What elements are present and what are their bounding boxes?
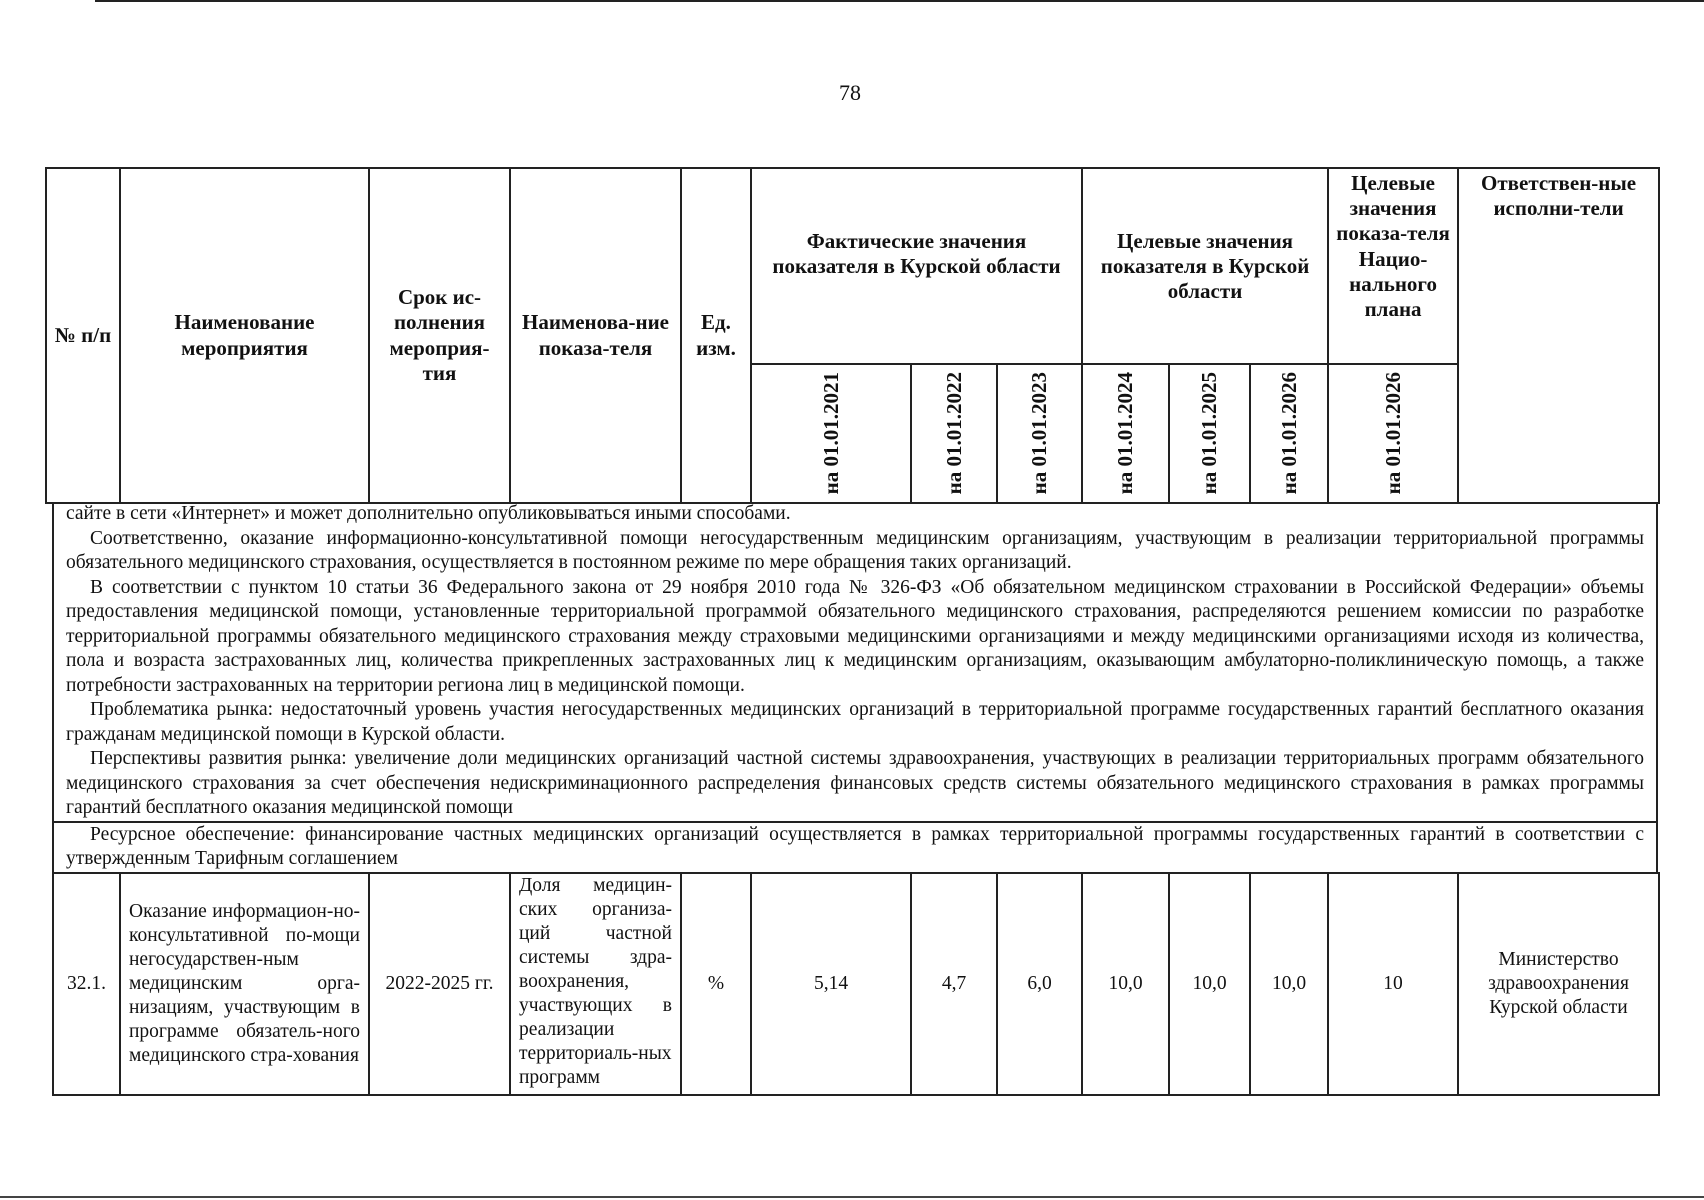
bottom-scan-border (0, 1196, 1704, 1198)
row-num: 32.1. (53, 873, 120, 1095)
header-date-2022: на 01.01.2022 (911, 364, 997, 503)
row-unit: % (681, 873, 751, 1095)
paragraph-prospects: Перспективы развития рынка: увеличение доли медицинских организаций частной системы здравоохранения, участвующих в реализации территориальных программ обязательного медицинского страхования за счет обеспечения недискриминационного распределения финансовых средств системы обязательного медицинского страхования в рамках программы гарантий бесплатного оказания медицинской помощи (66, 748, 1644, 818)
header-date-2021: на 01.01.2021 (751, 364, 911, 503)
header-col-term: Срок ис-полнения мероприя-тия (369, 168, 510, 503)
header-col-responsible: Ответствен-ные исполни-тели (1458, 168, 1659, 503)
row-value-2025: 10,0 (1169, 873, 1250, 1095)
header-date-2023: на 01.01.2023 (997, 364, 1082, 503)
description-block (52, 502, 1658, 821)
row-name: Оказание информацион-но-консультативной по-мощи негосударствен-ным медицинским орга-низациям, участвующим в программе обязатель-ного медицинского стра-хования (120, 873, 369, 1095)
header-group-national: Целевые значения показа-теля Нацио-нального плана (1328, 168, 1458, 364)
row-value-2022: 4,7 (911, 873, 997, 1095)
header-col-indicator: Наименова-ние показа-теля (510, 168, 681, 503)
header-col-num: № п/п (46, 168, 120, 503)
header-group-actual: Фактические значения показателя в Курской области (751, 168, 1082, 364)
table-row (53, 873, 1659, 1095)
row-responsible: Министерство здравоохранения Курской области (1458, 873, 1659, 1095)
paragraph-law: В соответствии с пунктом 10 статьи 36 Федерального закона от 29 ноября 2010 года № 326-ФЗ «Об обязательном медицинском страховании в Российской Федерации» объемы предоставления медицинской помощи, установленные территориальной программой обязательного медицинского страхования, распределяются решением комиссии по разработке территориальной программы обязательного медицинского страхования между страховыми медицинскими организациями и между медицинскими организациями исходя из количества, пола и возраста застрахованных лиц, количества прикрепленных застрахованных лиц к медицинским организациям, оказывающим амбулаторно-поликлиническую помощь, а также потребности застрахованных на территории региона лиц в медицинской помощи. (66, 576, 1644, 696)
resource-block (52, 821, 1658, 872)
row-value-2023: 6,0 (997, 873, 1082, 1095)
paragraph-consulting: Соответственно, оказание информационно-консультативной помощи негосударственным медицинским организациям, участвующим в реализации территориальной программы обязательного медицинского страхования, осуществляется в постоянном режиме по мере обращения таких организаций. (66, 527, 1644, 573)
header-date-2025: на 01.01.2025 (1169, 364, 1250, 503)
data-table (52, 872, 1660, 1096)
row-indicator: Доля медицин-ских организа-ций частной системы здра-воохранения, участвующих в реализации территориаль-ных программ (510, 873, 681, 1095)
paragraph-resource: Ресурсное обеспечение: финансирование частных медицинских организаций осуществляется в рамках территориальной программы государственных гарантий в соответствии с утвержденным Тарифным соглашением (66, 823, 1644, 869)
row-value-2021: 5,14 (751, 873, 911, 1095)
header-date-2024: на 01.01.2024 (1082, 364, 1169, 503)
table-header (45, 167, 1658, 502)
paragraph-problems: Проблематика рынка: недостаточный уровень участия негосударственных медицинских организаций в территориальной программе государственных гарантий бесплатного оказания гражданам медицинской помощи в Курской области. (66, 699, 1644, 745)
header-col-unit: Ед. изм. (681, 168, 751, 503)
page-number: 78 (839, 80, 861, 105)
paragraph-continuation: сайте в сети «Интернет» и может дополнительно опубликовываться иными способами. (66, 503, 791, 524)
row-value-2024: 10,0 (1082, 873, 1169, 1095)
header-date-national-2026: на 01.01.2026 (1328, 364, 1458, 503)
header-group-target: Целевые значения показателя в Курской области (1082, 168, 1328, 364)
header-date-2026: на 01.01.2026 (1250, 364, 1328, 503)
row-value-2026: 10,0 (1250, 873, 1328, 1095)
row-term: 2022-2025 гг. (369, 873, 510, 1095)
header-col-name: Наименование мероприятия (120, 168, 369, 503)
table-body (52, 502, 1658, 1096)
row-national-value: 10 (1328, 873, 1458, 1095)
top-scan-border (95, 0, 1704, 2)
